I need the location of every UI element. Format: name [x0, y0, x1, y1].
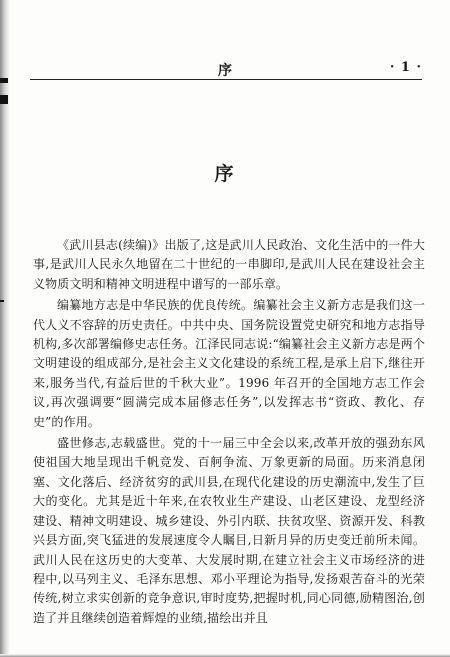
body-text: [33, 236, 425, 630]
paragraph: 盛世修志,志载盛世。党的十一届三中全会以来,改革开放的强劲东风使祖国大地呈现出千帆竞发、百舸争流、万象更新的局面。历来消息闭塞、文化落后、经济贫穷的武川县,在现代化建设的历史潮流中,发生了巨大的变化。尤其是近十年来,在农牧业生产建设、山老区建设、龙型经济建设、精神文明建设、城乡建设、外引内联、扶贫攻坚、资源开发、科教兴县方面,突飞猛进的发展速度令人瞩目,日新月异的历史变迁前所未闻。武川人民在这历史的大变革、大发展时期,在建立社会主义市场经济的进程中,以马列主义、毛泽东思想、邓小平理论为指导,发扬艰苦奋斗的光荣传统,树立求实创新的竞争意识,审时度势,把握时机,同心同德,励精图治,创造了并且继续创造着辉煌的业绩,描绘出并且: [33, 436, 425, 625]
scan-edge-mark: [0, 95, 8, 104]
scan-edge-mark: [0, 300, 4, 302]
page-number: · 1 ·: [389, 60, 422, 75]
running-header: [30, 57, 422, 80]
chapter-title: 序: [214, 163, 236, 185]
running-title: 序: [218, 63, 232, 79]
paragraph: 《武川县志(续编)》出版了,这是武川人民政治、文化生活中的一件大事,是武川人民永久地留在二十世纪的一串脚印,是武川人民在建设社会主义物质文明和精神文明进程中谱写的一部乐章。: [33, 238, 425, 291]
scan-edge-mark: [0, 78, 8, 83]
paragraph: 编纂地方志是中华民族的优良传统。编纂社会主义新方志是我们这一代人义不容辞的历史责任。中共中央、国务院设置党史研究和地方志指导机构,多次部署编修史志任务。江泽民同志说:“编纂社会主义新方志是两个文明建设的组成部分,是社会主义文化建设的系统工程,是承上启下,继往开来,服务当代,有益后世的千秋大业”。1996 年召开的全国地方志工作会议,再次强调要“圆满完成本届修志任务”,以发挥志书“资政、教化、存史”的作用。: [33, 298, 425, 429]
